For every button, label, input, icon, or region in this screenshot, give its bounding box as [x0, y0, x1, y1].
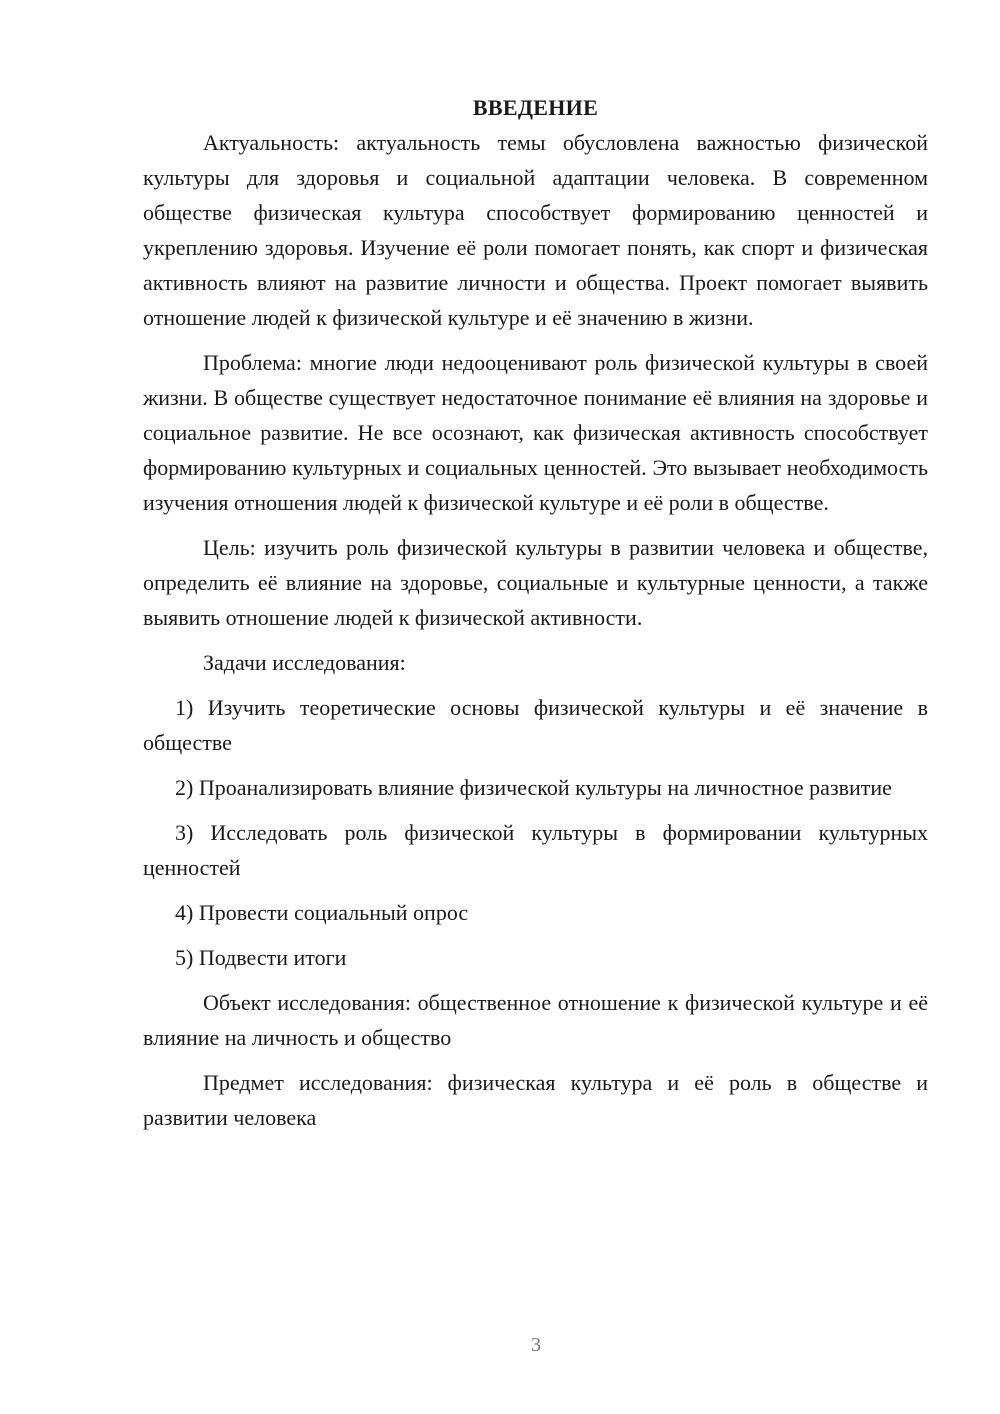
- task-item-4: 4) Провести социальный опрос: [175, 900, 469, 925]
- paragraph-problem: Проблема: многие люди недооценивают роль физической культуры в своей жизни. В обществе существует недостаточное понимание её влияния на здоровье и социальное развитие. Не все осознают, как физическая активность способствует формированию культурных и социальных ценностей. Это вызывает необходимость изучения отношения людей к физической культуре и её роли в обществе.: [143, 350, 928, 515]
- document-page: [143, 90, 928, 1135]
- paragraph-goal: Цель: изучить роль физической культуры в развитии человека и обществе, определить её влияние на здоровье, социальные и культурные ценности, а также выявить отношение людей к физической активности.: [143, 535, 928, 630]
- tasks-heading: Задачи исследования:: [203, 650, 406, 675]
- paragraph-relevance: Актуальность: актуальность темы обусловлена важностью физической культуры для здоровья и социальной адаптации человека. В современном обществе физическая культура способствует формированию ценностей и укреплению здоровья. Изучение её роли помогает понять, как спорт и физическая активность влияют на развитие личности и общества. Проект помогает выявить отношение людей к физической культуре и её значению в жизни.: [143, 130, 928, 330]
- page-number: 3: [531, 1334, 541, 1356]
- paragraph-subject: Предмет исследования: физическая культура и её роль в обществе и развитии человека: [143, 1070, 928, 1130]
- task-item-1: 1) Изучить теоретические основы физической культуры и её значение в обществе: [143, 695, 928, 755]
- section-title: ВВЕДЕНИЕ: [472, 95, 599, 120]
- task-item-5: 5) Подвести итоги: [175, 945, 347, 970]
- task-item-2: 2) Проанализировать влияние физической культуры на личностное развитие: [175, 775, 892, 800]
- task-item-3: 3) Исследовать роль физической культуры в формировании культурных ценностей: [143, 820, 928, 880]
- paragraph-object: Объект исследования: общественное отношение к физической культуре и её влияние на личность и общество: [143, 990, 928, 1050]
